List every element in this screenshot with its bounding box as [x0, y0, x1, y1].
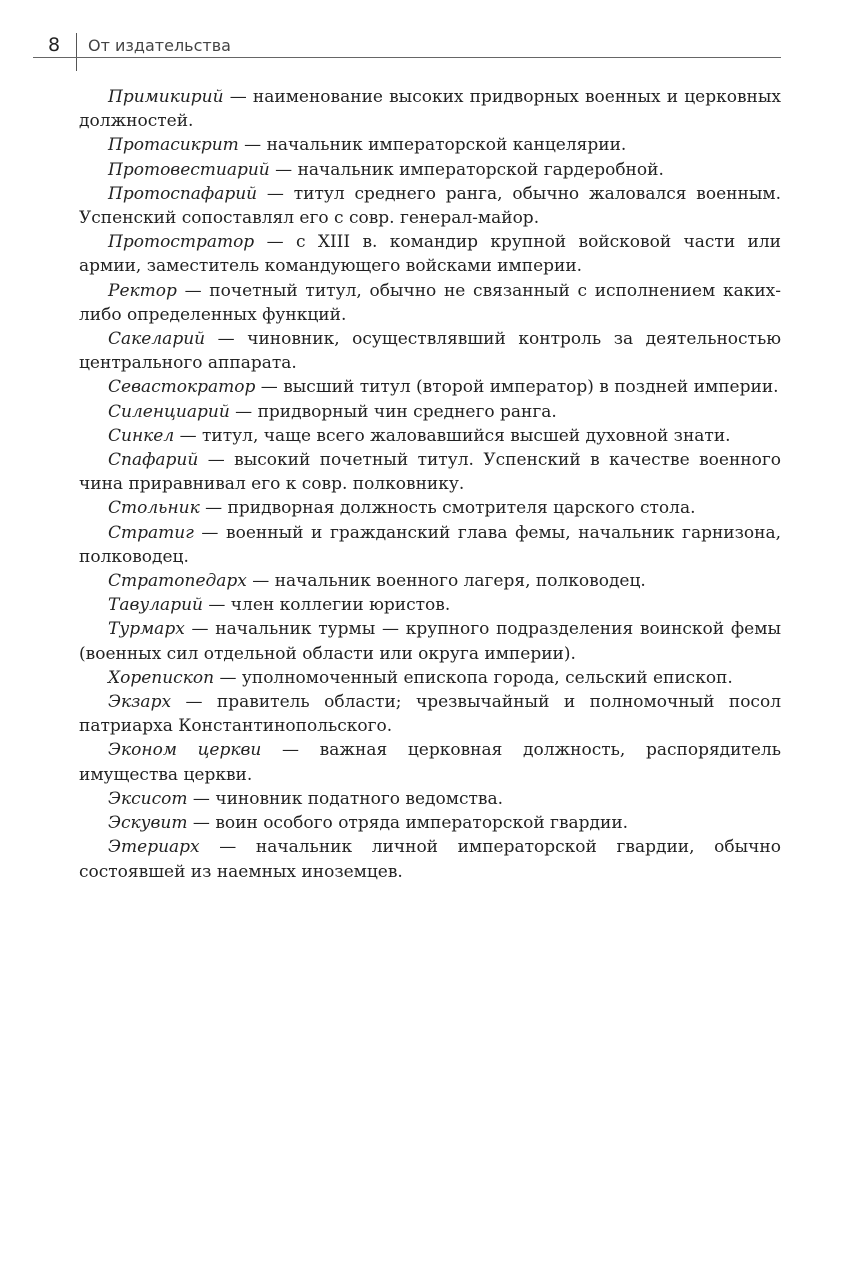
glossary-definition: — титул, чаще всего жаловавшийся высшей духовной знати.: [174, 425, 731, 446]
glossary-definition: — воин особого отряда императорской гвардии.: [187, 813, 629, 834]
glossary-entry: [79, 738, 781, 786]
glossary-definition: — член коллегии юристов.: [202, 595, 451, 616]
glossary-term: Стратопедарх: [108, 571, 247, 592]
glossary-term: Силенциарий: [108, 401, 230, 422]
glossary-entry: [79, 400, 781, 424]
glossary-entry: [79, 521, 781, 569]
glossary-definition: — почетный титул, обычно не связанный с исполнением каких-либо определенных функций.: [79, 280, 781, 325]
glossary-definition: — с XIII в. командир крупной войсковой части или армии, заместитель командующего войсками империи.: [79, 232, 781, 277]
glossary-entry: [79, 569, 781, 593]
glossary-term: Хорепископ: [108, 667, 215, 688]
glossary-term: Примикирий: [108, 87, 224, 107]
glossary-entry: [79, 327, 781, 375]
glossary-entry: [79, 133, 781, 157]
glossary-definition: — чиновник податного ведомства.: [187, 788, 503, 809]
glossary-definition: — титул среднего ранга, обычно жаловался военным. Успенский сопоставлял его с совр. генерал-майор.: [79, 183, 781, 229]
header-divider-vertical: [76, 33, 77, 71]
glossary-definition: — высокий почетный титул. Успенский в качестве военного чина приравнивал его к совр. полковнику.: [79, 450, 781, 495]
glossary-definition: — начальник императорской гардеробной.: [269, 159, 664, 180]
glossary-definition: — начальник военного лагеря, полководец.: [246, 571, 646, 592]
glossary-entry: [79, 666, 781, 690]
glossary-definition: — начальник императорской канцелярии.: [238, 135, 627, 156]
glossary-term: Этериарх: [108, 837, 200, 858]
glossary-definition: — важная церковная должность, распорядитель имущества церкви.: [79, 740, 781, 785]
glossary-entry: [79, 835, 781, 883]
glossary-term: Сакеларий: [108, 329, 206, 350]
glossary-term: Экзарх: [108, 692, 172, 713]
glossary-term: Протостратор: [108, 232, 255, 253]
glossary-entry: [79, 593, 781, 617]
glossary-definition: — придворная должность смотрителя царского стола.: [199, 498, 696, 519]
glossary-term: Синкел: [108, 425, 175, 446]
glossary-entry: [79, 496, 781, 520]
glossary-term: Стольник: [108, 498, 200, 519]
glossary-entry: [79, 182, 781, 230]
glossary-term: Севастократор: [108, 377, 256, 398]
glossary-definition: — чиновник, осуществлявший контроль за деятельностью центрального аппарата.: [79, 329, 781, 374]
glossary-definition: — начальник личной императорской гвардии, обычно состоявшей из наемных иноземцев.: [79, 837, 781, 882]
page-header: [0, 0, 857, 70]
glossary-entry: [79, 690, 781, 738]
glossary-term: Протасикрит: [108, 135, 239, 156]
glossary-term: Протовестиарий: [108, 159, 270, 180]
glossary-definition: — военный и гражданский глава фемы, начальник гарнизона, полководец.: [79, 522, 781, 567]
page-number: 8: [48, 34, 61, 56]
glossary-entry: [79, 158, 781, 182]
glossary-entry: [79, 787, 781, 811]
running-head: От издательства: [88, 36, 231, 55]
glossary-definition: — наименование высоких придворных военных и церковных должностей.: [79, 87, 781, 132]
glossary-term: Турмарх: [108, 619, 185, 640]
glossary-definition: — уполномоченный епископа города, сельский епископ.: [214, 667, 733, 688]
header-rule: [33, 57, 781, 58]
glossary-entry: [79, 230, 781, 278]
glossary-term: Стратиг: [108, 522, 194, 543]
glossary-entry: [79, 85, 781, 133]
glossary-list: [79, 85, 781, 884]
glossary-term: Ректор: [108, 280, 177, 301]
glossary-entry: [79, 617, 781, 665]
glossary-term: Эксисот: [108, 788, 188, 809]
glossary-definition: — правитель области; чрезвычайный и полномочный посол патриарха Константинопольского.: [79, 692, 781, 737]
glossary-entry: [79, 375, 781, 399]
glossary-term: Эскувит: [108, 813, 188, 834]
glossary-term: Спафарий: [108, 450, 199, 471]
glossary-term: Тавуларий: [108, 595, 203, 616]
glossary-definition: — начальник турмы — крупного подразделения воинской фемы (военных сил отдельной области или округа империи).: [79, 619, 781, 664]
glossary-definition: — высший титул (второй император) в поздней империи.: [255, 377, 779, 398]
glossary-entry: [79, 279, 781, 327]
glossary-term: Протоспафарий: [108, 183, 258, 204]
glossary-entry: [79, 424, 781, 448]
glossary-definition: — придворный чин среднего ранга.: [229, 401, 557, 422]
glossary-entry: [79, 448, 781, 496]
glossary-term: Эконом церкви: [108, 740, 262, 761]
glossary-entry: [79, 811, 781, 835]
